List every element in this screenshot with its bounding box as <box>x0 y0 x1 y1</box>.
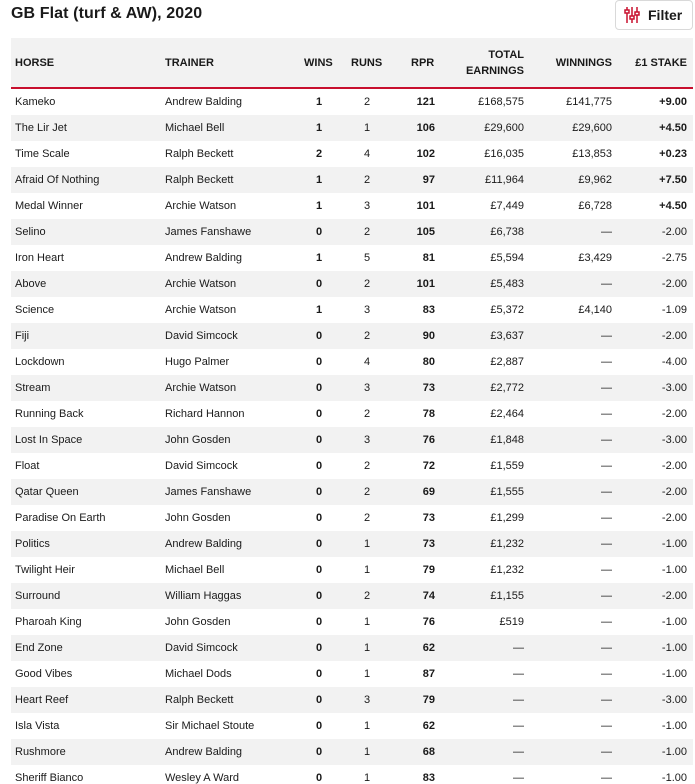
runs-value: 3 <box>363 304 371 316</box>
table-row[interactable] <box>11 89 693 115</box>
rpr-value: 90 <box>422 330 435 342</box>
earnings-value: £5,483 <box>490 278 524 290</box>
runs-value: 2 <box>363 96 371 108</box>
runs-value: 2 <box>363 174 371 186</box>
wins-value: 0 <box>315 330 323 342</box>
horse-stats-table <box>11 38 693 784</box>
stake-value: -2.00 <box>661 278 687 290</box>
earnings-value: £5,594 <box>490 252 524 264</box>
table-row[interactable] <box>11 505 693 531</box>
runs-value: 1 <box>363 564 371 576</box>
earnings-value: £1,555 <box>490 486 524 498</box>
rpr-value: 81 <box>422 252 435 264</box>
stake-value: -4.00 <box>661 356 687 368</box>
horse-name[interactable]: Above <box>15 278 47 290</box>
winnings-value: — <box>601 486 612 498</box>
trainer-name[interactable]: David Simcock <box>165 460 238 472</box>
horse-name[interactable]: Pharoah King <box>15 616 82 628</box>
winnings-value: — <box>601 746 612 758</box>
horse-name[interactable]: Paradise On Earth <box>15 512 106 524</box>
wins-value: 0 <box>315 564 323 576</box>
rpr-value: 83 <box>422 772 435 784</box>
stake-value: -2.00 <box>661 226 687 238</box>
trainer-name[interactable]: Archie Watson <box>165 278 237 290</box>
table-row[interactable] <box>11 349 693 375</box>
earnings-value: £1,299 <box>490 512 524 524</box>
wins-value: 0 <box>315 746 323 758</box>
wins-value: 0 <box>315 434 323 446</box>
winnings-value: — <box>601 382 612 394</box>
runs-value: 3 <box>363 694 371 706</box>
trainer-name[interactable]: John Gosden <box>165 512 231 524</box>
table-row[interactable] <box>11 219 693 245</box>
rpr-value: 74 <box>422 590 435 602</box>
earnings-value: £5,372 <box>490 304 524 316</box>
rpr-value: 101 <box>416 278 435 290</box>
rpr-value: 73 <box>422 512 435 524</box>
trainer-name[interactable]: David Simcock <box>165 642 238 654</box>
earnings-value: — <box>513 746 524 758</box>
stake-value: -3.00 <box>661 434 687 446</box>
horse-name[interactable]: Twilight Heir <box>15 564 75 576</box>
wins-value: 0 <box>315 512 323 524</box>
rpr-value: 76 <box>422 616 435 628</box>
table-row[interactable] <box>11 739 693 765</box>
horse-name[interactable]: Qatar Queen <box>15 486 79 498</box>
table-row[interactable] <box>11 479 693 505</box>
rpr-value: 76 <box>422 434 435 446</box>
stake-value: +7.50 <box>659 174 687 186</box>
table-row[interactable] <box>11 297 693 323</box>
winnings-value: — <box>601 356 612 368</box>
horse-name[interactable]: Running Back <box>15 408 84 420</box>
trainer-name[interactable]: John Gosden <box>165 434 231 446</box>
table-row[interactable] <box>11 557 693 583</box>
trainer-name[interactable]: Andrew Balding <box>165 96 243 108</box>
runs-value: 1 <box>363 122 371 134</box>
horse-name[interactable]: Iron Heart <box>15 252 64 264</box>
winnings-value: — <box>601 616 612 628</box>
wins-value: 0 <box>315 460 323 472</box>
wins-value: 0 <box>315 616 323 628</box>
horse-name[interactable]: Time Scale <box>15 148 70 160</box>
wins-value: 0 <box>315 668 323 680</box>
table-row[interactable] <box>11 115 693 141</box>
trainer-name[interactable]: Richard Hannon <box>165 408 245 420</box>
rpr-value: 72 <box>422 460 435 472</box>
col-runs[interactable]: RUNS <box>351 57 383 69</box>
table-row[interactable] <box>11 141 693 167</box>
wins-value: 0 <box>315 356 323 368</box>
col-winnings[interactable]: WINNINGS <box>555 57 612 69</box>
winnings-value: £3,429 <box>578 252 612 264</box>
stake-value: -1.00 <box>661 538 687 550</box>
earnings-value: £168,575 <box>478 96 524 108</box>
stake-value: -1.00 <box>661 616 687 628</box>
horse-name[interactable]: Fiji <box>15 330 30 342</box>
winnings-value: £6,728 <box>578 200 612 212</box>
trainer-name[interactable]: Michael Bell <box>165 564 225 576</box>
rpr-value: 69 <box>422 486 435 498</box>
winnings-value: £9,962 <box>578 174 612 186</box>
stake-value: +9.00 <box>659 96 687 108</box>
wins-value: 0 <box>315 278 323 290</box>
rpr-value: 73 <box>422 382 435 394</box>
rpr-value: 101 <box>416 200 435 212</box>
trainer-name[interactable]: Archie Watson <box>165 382 237 394</box>
earnings-value: £1,848 <box>490 434 524 446</box>
wins-value: 1 <box>315 200 323 212</box>
table-row[interactable] <box>11 401 693 427</box>
col-rpr[interactable]: RPR <box>411 57 435 69</box>
horse-name[interactable]: Science <box>15 304 55 316</box>
runs-value: 2 <box>363 278 371 290</box>
runs-value: 5 <box>363 252 371 264</box>
trainer-name[interactable]: Michael Bell <box>165 122 225 134</box>
stake-value: -1.00 <box>661 564 687 576</box>
earnings-value: £2,464 <box>490 408 524 420</box>
earnings-value: £2,887 <box>490 356 524 368</box>
trainer-name[interactable]: William Haggas <box>165 590 242 602</box>
table-row[interactable] <box>11 453 693 479</box>
runs-value: 3 <box>363 434 371 446</box>
horse-name[interactable]: Stream <box>15 382 51 394</box>
earnings-value: £6,738 <box>490 226 524 238</box>
winnings-value: — <box>601 564 612 576</box>
trainer-name[interactable]: Ralph Beckett <box>165 174 234 186</box>
earnings-value: £11,964 <box>485 174 524 186</box>
table-row[interactable] <box>11 271 693 297</box>
trainer-name[interactable]: James Fanshawe <box>165 486 252 498</box>
wins-value: 0 <box>315 408 323 420</box>
stake-value: -1.00 <box>661 746 687 758</box>
stake-value: -3.00 <box>661 382 687 394</box>
wins-value: 0 <box>315 382 323 394</box>
rpr-value: 73 <box>422 538 435 550</box>
rpr-value: 87 <box>422 668 435 680</box>
horse-name[interactable]: End Zone <box>15 642 63 654</box>
col-horse[interactable]: HORSE <box>15 57 55 69</box>
horse-name[interactable]: Isla Vista <box>15 720 60 732</box>
horse-name[interactable]: Sheriff Bianco <box>15 772 84 784</box>
table-row[interactable] <box>11 687 693 713</box>
winnings-value: £4,140 <box>578 304 612 316</box>
table-row[interactable] <box>11 583 693 609</box>
trainer-name[interactable]: Archie Watson <box>165 200 237 212</box>
earnings-value: £519 <box>499 616 524 628</box>
table-row[interactable] <box>11 245 693 271</box>
winnings-value: — <box>601 772 612 784</box>
winnings-value: — <box>601 694 612 706</box>
stake-value: -2.00 <box>661 330 687 342</box>
trainer-name[interactable]: John Gosden <box>165 616 231 628</box>
table-row[interactable] <box>11 765 693 784</box>
winnings-value: £141,775 <box>566 96 612 108</box>
stake-value: +0.23 <box>659 148 687 160</box>
earnings-value: — <box>513 668 524 680</box>
stake-value: -1.00 <box>661 772 687 784</box>
runs-value: 4 <box>363 148 371 160</box>
wins-value: 1 <box>315 174 323 186</box>
runs-value: 1 <box>363 538 371 550</box>
runs-value: 1 <box>363 616 371 628</box>
horse-name[interactable]: Lost In Space <box>15 434 83 446</box>
earnings-value: £16,035 <box>484 148 524 160</box>
col-total-earnings[interactable] <box>451 47 524 79</box>
filter-label: Filter <box>648 7 683 23</box>
page-header <box>0 0 695 36</box>
table-body <box>11 89 693 784</box>
stake-value: -1.00 <box>661 668 687 680</box>
col-total-earnings-line1: TOTAL <box>488 49 524 61</box>
stake-value: +4.50 <box>659 122 687 134</box>
horse-name[interactable]: Afraid Of Nothing <box>15 174 100 186</box>
runs-value: 1 <box>363 668 371 680</box>
trainer-name[interactable]: Michael Dods <box>165 668 232 680</box>
rpr-value: 97 <box>422 174 435 186</box>
trainer-name[interactable]: Ralph Beckett <box>165 148 234 160</box>
stake-value: -1.00 <box>661 720 687 732</box>
rpr-value: 62 <box>422 642 435 654</box>
table-row[interactable] <box>11 375 693 401</box>
winnings-value: — <box>601 226 612 238</box>
runs-value: 1 <box>363 720 371 732</box>
earnings-value: £1,155 <box>490 590 524 602</box>
earnings-value: £1,232 <box>490 564 524 576</box>
wins-value: 0 <box>315 590 323 602</box>
rpr-value: 79 <box>422 564 435 576</box>
runs-value: 3 <box>363 200 371 212</box>
rpr-value: 68 <box>422 746 435 758</box>
rpr-value: 105 <box>416 226 435 238</box>
winnings-value: — <box>601 668 612 680</box>
wins-value: 0 <box>315 772 323 784</box>
winnings-value: £13,853 <box>572 148 612 160</box>
winnings-value: — <box>601 720 612 732</box>
winnings-value: — <box>601 642 612 654</box>
stake-value: -1.00 <box>661 642 687 654</box>
wins-value: 0 <box>315 486 323 498</box>
rpr-value: 121 <box>416 96 435 108</box>
rpr-value: 78 <box>422 408 435 420</box>
earnings-value: £1,232 <box>490 538 524 550</box>
winnings-value: — <box>601 434 612 446</box>
col-trainer[interactable]: TRAINER <box>165 57 214 69</box>
horse-name[interactable]: Float <box>15 460 40 472</box>
horse-name[interactable]: Selino <box>15 226 46 238</box>
table-row[interactable] <box>11 609 693 635</box>
horse-name[interactable]: Heart Reef <box>15 694 69 706</box>
runs-value: 1 <box>363 772 371 784</box>
horse-name[interactable]: Rushmore <box>15 746 66 758</box>
wins-value: 0 <box>315 226 323 238</box>
runs-value: 2 <box>363 460 371 472</box>
winnings-value: — <box>601 278 612 290</box>
table-row[interactable] <box>11 531 693 557</box>
wins-value: 0 <box>315 538 323 550</box>
table-row[interactable] <box>11 635 693 661</box>
winnings-value: £29,600 <box>572 122 612 134</box>
runs-value: 1 <box>363 642 371 654</box>
trainer-name[interactable]: Sir Michael Stoute <box>165 720 255 732</box>
rpr-value: 102 <box>416 148 435 160</box>
wins-value: 0 <box>315 642 323 654</box>
runs-value: 2 <box>363 512 371 524</box>
table-row[interactable] <box>11 427 693 453</box>
earnings-value: £7,449 <box>490 200 524 212</box>
trainer-name[interactable]: Andrew Balding <box>165 746 243 758</box>
earnings-value: — <box>513 694 524 706</box>
horse-name[interactable]: The Lir Jet <box>15 122 67 134</box>
stake-value: -2.00 <box>661 408 687 420</box>
winnings-value: — <box>601 512 612 524</box>
table-row[interactable] <box>11 661 693 687</box>
trainer-name[interactable]: Hugo Palmer <box>165 356 230 368</box>
horse-name[interactable]: Good Vibes <box>15 668 73 680</box>
wins-value: 0 <box>315 694 323 706</box>
earnings-value: £2,772 <box>490 382 524 394</box>
trainer-name[interactable]: Andrew Balding <box>165 252 243 264</box>
rpr-value: 83 <box>422 304 435 316</box>
winnings-value: — <box>601 408 612 420</box>
earnings-value: — <box>513 642 524 654</box>
rpr-value: 80 <box>422 356 435 368</box>
trainer-name[interactable]: Archie Watson <box>165 304 237 316</box>
stake-value: +4.50 <box>659 200 687 212</box>
filter-sliders-icon <box>624 6 640 24</box>
trainer-name[interactable]: Andrew Balding <box>165 538 243 550</box>
runs-value: 3 <box>363 382 371 394</box>
stake-value: -2.00 <box>661 590 687 602</box>
table-row[interactable] <box>11 713 693 739</box>
runs-value: 4 <box>363 356 371 368</box>
col-stake[interactable]: £1 STAKE <box>635 57 687 69</box>
stake-value: -2.00 <box>661 460 687 472</box>
stake-value: -3.00 <box>661 694 687 706</box>
earnings-value: — <box>513 772 524 784</box>
trainer-name[interactable]: David Simcock <box>165 330 238 342</box>
runs-value: 2 <box>363 408 371 420</box>
earnings-value: — <box>513 720 524 732</box>
rpr-value: 62 <box>422 720 435 732</box>
wins-value: 1 <box>315 96 323 108</box>
wins-value: 1 <box>315 304 323 316</box>
runs-value: 2 <box>363 486 371 498</box>
horse-name[interactable]: Surround <box>15 590 61 602</box>
wins-value: 1 <box>315 252 323 264</box>
rpr-value: 106 <box>416 122 435 134</box>
table-row[interactable] <box>11 193 693 219</box>
stake-value: -2.00 <box>661 486 687 498</box>
runs-value: 1 <box>363 746 371 758</box>
horse-name[interactable]: Kameko <box>15 96 56 108</box>
filter-button[interactable] <box>615 0 693 30</box>
stake-value: -1.09 <box>661 304 687 316</box>
winnings-value: — <box>601 460 612 472</box>
horse-name[interactable]: Medal Winner <box>15 200 83 212</box>
horse-name[interactable]: Politics <box>15 538 50 550</box>
stake-value: -2.00 <box>661 512 687 524</box>
earnings-value: £29,600 <box>484 122 524 134</box>
table-row[interactable] <box>11 323 693 349</box>
runs-value: 2 <box>363 330 371 342</box>
col-wins[interactable]: WINS <box>304 57 333 69</box>
table-header <box>11 38 693 89</box>
col-total-earnings-line2: EARNINGS <box>465 65 524 77</box>
winnings-value: — <box>601 538 612 550</box>
wins-value: 2 <box>315 148 323 160</box>
table-row[interactable] <box>11 167 693 193</box>
horse-name[interactable]: Lockdown <box>15 356 65 368</box>
wins-value: 0 <box>315 720 323 732</box>
rpr-value: 79 <box>422 694 435 706</box>
earnings-value: £1,559 <box>490 460 524 472</box>
runs-value: 2 <box>363 590 371 602</box>
runs-value: 2 <box>363 226 371 238</box>
trainer-name[interactable]: Ralph Beckett <box>165 694 234 706</box>
stake-value: -2.75 <box>661 252 687 264</box>
trainer-name[interactable]: James Fanshawe <box>165 226 252 238</box>
earnings-value: £3,637 <box>490 330 524 342</box>
winnings-value: — <box>601 590 612 602</box>
trainer-name[interactable]: Wesley A Ward <box>165 772 239 784</box>
winnings-value: — <box>601 330 612 342</box>
wins-value: 1 <box>315 122 323 134</box>
page-title: GB Flat (turf & AW), 2020 <box>11 5 203 22</box>
